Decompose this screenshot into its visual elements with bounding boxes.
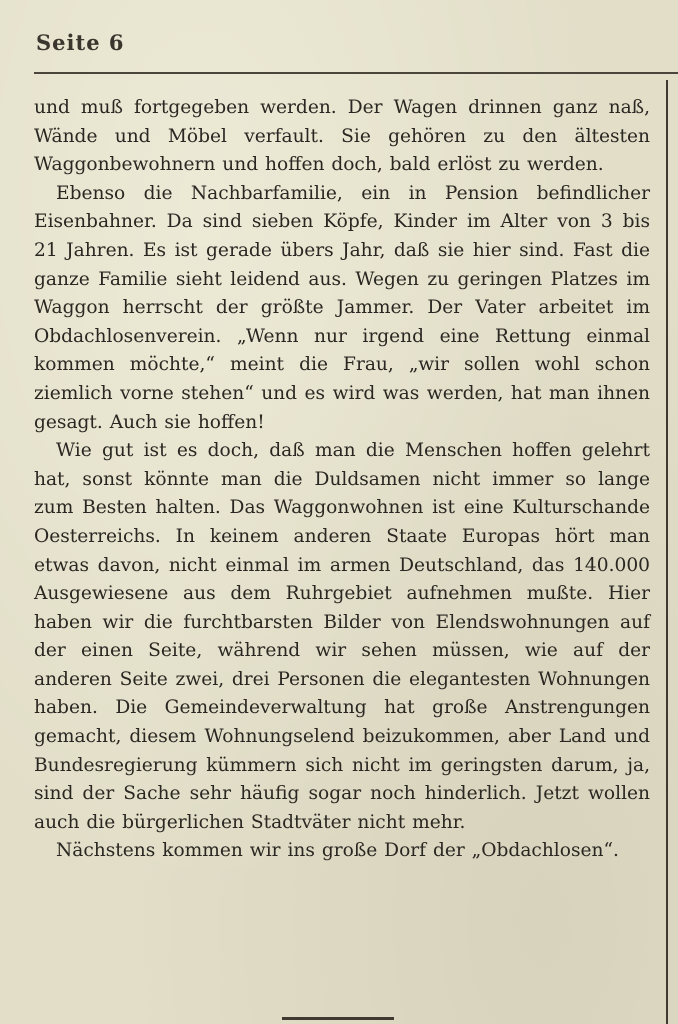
column-divider bbox=[666, 80, 668, 1024]
article-end-rule bbox=[282, 1017, 394, 1020]
article-paragraph-3: Wie gut ist es doch, daß man die Menschen hoffen gelehrt hat, sonst könnte man die Duldsamen nicht immer so lange zum Besten halten. Das Waggonwohnen ist eine Kulturschande Oesterreichs. In keinem anderen Staate Europas hört man etwas davon, nicht einmal im armen Deutschland, das 140.000 Ausgewiesene aus dem Ruhrgebiet aufnehmen mußte. Hier haben wir die furchtbarsten Bilder von Elendswohnungen auf der einen Seite, während wir sehen müssen, wie auf der anderen Seite zwei, drei Personen die elegantesten Wohnungen haben. Die Gemeindeverwaltung hat große Anstrengungen gemacht, diesem Wohnungselend beizukommen, aber Land und Bundesregierung kümmern sich nicht im geringsten darum, ja, sind der Sache sehr häufig sogar noch hinderlich. Jetzt wollen auch die bürgerlichen Stadtväter nicht mehr. bbox=[34, 440, 650, 833]
header-divider bbox=[34, 72, 678, 74]
page-number-label: Seite 6 bbox=[36, 30, 125, 55]
article-paragraph-2: Ebenso die Nachbarfamilie, ein in Pension befindlicher Eisenbahner. Da sind sieben Köpfe, Kinder im Alter von 3 bis 21 Jahren. Es ist gerade übers Jahr, daß sie hier sind. Fast die ganze Familie sieht leidend aus. Wegen zu geringen Platzes im Waggon herrscht der größte Jammer. Der Vater arbeitet im Obdachlosenverein. „Wenn nur irgend eine Rettung einmal kommen möchte,“ meint die Frau, „wir sollen wohl schon ziemlich vorne stehen“ und es wird was werden, hat man ihnen gesagt. Auch sie hoffen! bbox=[34, 182, 650, 433]
article-body bbox=[34, 94, 650, 866]
article-paragraph-4: Nächstens kommen wir ins große Dorf der „Obdachlosen“. bbox=[56, 840, 619, 862]
article-paragraph-1: und muß fortgegeben werden. Der Wagen drinnen ganz naß, Wände und Möbel verfault. Sie gehören zu den ältesten Waggonbewohnern und hoffen doch, bald erlöst zu werden. bbox=[34, 97, 650, 176]
